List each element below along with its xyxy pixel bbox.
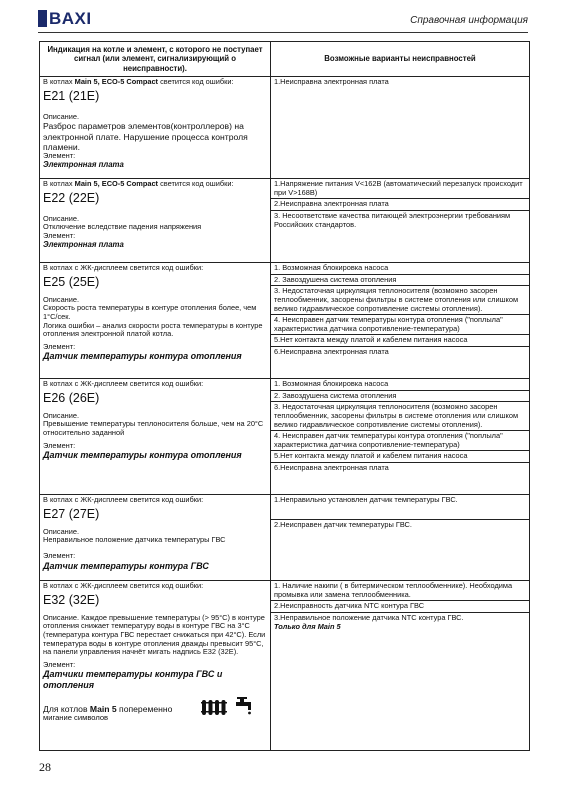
error-code: E25 (25E) [43,274,100,289]
fault-item: 1. Наличие накипи ( в битермическом теплообменнике). Необходима промывка или замена теплообменника. [271,581,529,601]
description-label: Описание. [43,213,80,223]
indication-cell [40,581,271,751]
header-divider [38,32,528,33]
element-label: Элемент: [43,551,76,560]
indication-cell [40,495,271,581]
page-header [38,10,528,32]
error-logic-text: Логика ошибки – анализ скорости роста температуры в контуре отопления электронной платой котла. [43,320,263,339]
fault-item: 2.Неисправность датчика NTC контура ГВС [271,601,529,613]
logo-text: BAXI [49,9,92,28]
fault-item: 6.Неисправна электронная плата [274,462,389,472]
fault-item: 6.Неисправна электронная плата [274,346,389,356]
description-text: Описание. Каждое превышение температуры (> 95°С) в контуре отопления снижает температуру воды в контуре ГВС на 3°С (температура контура ГВС перестает снижаться при 42°С). Если температура воды в контуре отопления дважды превысит 95°С, на панели управления начнёт мигать надпись Е32 (32Е). [43,612,266,657]
description-label: Описание. [43,294,80,304]
fault-item: 2. Завоздушена система отопления [271,275,529,287]
faults-cell [271,77,530,179]
table-row [40,379,530,495]
page-number: 28 [39,760,51,774]
description-text: Скорость роста температуры в контуре отопления более, чем 1°С/сек. [43,303,257,321]
fault-item: 4. Неисправен датчик температуры контура отопления ("поплыла" характеристика датчика сопротивление-температура) [271,431,529,451]
error-code: E26 (26E) [43,390,100,405]
fault-table [39,41,530,751]
column-header-indication: Индикация на котле и элемент, с которого не поступает сигнал (или элемент, сигнализирующий о неисправности). [40,42,271,77]
fault-item: 5.Нет контакта между платой и кабелем питания насоса [271,451,529,463]
header-title: Справочная информация [410,15,528,26]
description-label: Описание. [43,526,80,536]
element-label: Элемент: [43,151,76,161]
error-code: E32 (32E) [43,592,100,607]
fault-item: 1.Неправильно установлен датчик температуры ГВС. [271,495,529,520]
radiator-icon [201,698,229,716]
column-header-faults: Возможные варианты неисправностей [271,42,530,77]
fault-item: 2.Неисправна электронная плата [271,199,529,211]
fault-item-note: Только для Main 5 [274,621,341,631]
faults-cell [271,379,530,495]
description-text: Превышение температуры теплоносителя больше, чем на 20°С относительно заданной [43,419,264,437]
fault-item: 5.Нет контакта между платой и кабелем питания насоса [271,335,529,347]
indication-cell [40,179,271,263]
intro-text: В котлах Main 5, ECO-5 Compact светится код ошибки: [43,179,234,189]
faults-cell [271,179,530,263]
table-header-row [40,42,530,77]
fault-item: 3. Несоответствие качества питающей электроэнергии требованиям Российских стандартов. [274,211,511,229]
fault-item: 3. Недостаточная циркуляция теплоносителя (возможно засорен теплообменник, засорены фильтры в системе отопления или слишком велико гидравлическое сопротивление системы отопления). [271,402,529,431]
element-name: Датчик температуры контура отопления [43,450,242,461]
intro-text: В котлах с ЖК-дисплеем светится код ошибки: [43,581,204,591]
tap-icon [234,696,254,716]
table-row [40,263,530,379]
element-name: Датчик температуры контура отопления [43,351,242,362]
indication-cell [40,263,271,379]
description-label: Описание. [43,410,80,420]
fault-item: 3. Недостаточная циркуляция теплоносителя (возможно засорен теплообменник, засорены фильтры в системе отопления или слишком велико гидравлическое сопротивление системы отопления). [271,286,529,315]
fault-item: 2.Неисправен датчик температуры ГВС. [274,520,412,530]
indication-cell [40,379,271,495]
fault-item: 1. Возможная блокировка насоса [271,263,529,275]
element-name: Электронная плата [43,159,124,169]
intro-text: В котлах с ЖК-дисплеем светится код ошибки: [43,495,204,505]
fault-item-text: 3.Неправильное положение датчика NTC контура ГВС. [274,613,464,622]
faults-cell [271,581,530,751]
indication-cell [40,77,271,179]
table-row [40,495,530,581]
logo-mark-icon [38,10,47,27]
error-code: E27 (27E) [43,506,100,521]
element-name: Электронная плата [43,239,124,249]
element-label: Элемент: [43,659,76,669]
fault-item [271,613,529,632]
description-text: Отключение вследствие падения напряжения [43,222,202,232]
error-code: E21 (21E) [43,88,100,103]
intro-text: В котлах Main 5, ECO-5 Compact светится код ошибки: [43,77,234,87]
description-text: Разброс параметров элементов(контроллеров) на электронной плате. Нарушение процесса контроля пламени. [43,121,248,152]
fault-item: 1. Возможная блокировка насоса [271,379,529,391]
intro-text: В котлах с ЖК-дисплеем светится код ошибки: [43,263,204,273]
table-row [40,179,530,263]
main5-text: Для котлов Main 5 попеременно [43,704,173,715]
main5-text-line2: мигание символов [43,713,109,723]
faults-cell [271,495,530,581]
fault-item: 1.Неисправна электронная плата [274,77,389,87]
fault-item: 2. Завоздушена система отопления [271,391,529,403]
description-text: Неправильное положение датчика температуры ГВС [43,535,226,545]
table-row [40,77,530,179]
main5-indication [43,696,267,723]
element-label: Элемент: [43,440,76,450]
fault-item: 4. Неисправен датчик температуры контура отопления ("поплыла" характеристика датчика сопротивление-температура) [271,315,529,335]
fault-item: 1.Напряжение питания V<162В (автоматический перезапуск происходит при V>168В) [271,179,529,199]
description-label: Описание. [43,111,80,121]
intro-text: В котлах с ЖК-дисплеем светится код ошибки: [43,379,204,389]
element-label: Элемент: [43,231,76,240]
element-label: Элемент: [43,341,76,351]
element-name: Датчики температуры контура ГВС и отопления [43,669,223,690]
table-row [40,581,530,751]
error-code: E22 (22E) [43,190,100,205]
faults-cell [271,263,530,379]
element-name: Датчик температуры контура ГВС [43,560,209,571]
